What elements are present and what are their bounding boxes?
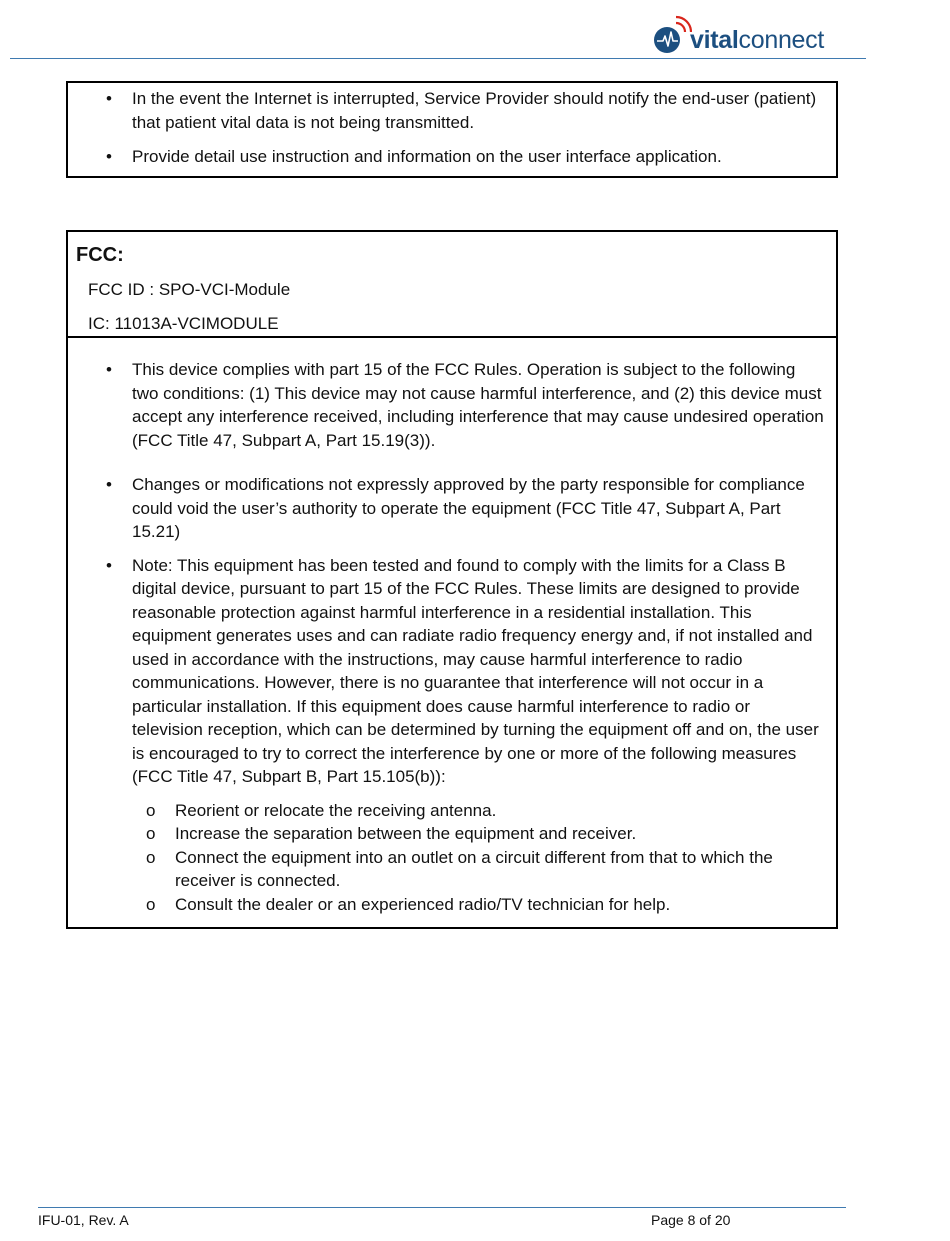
measure-text: Consult the dealer or an experienced radio/TV technician for help.	[175, 894, 671, 914]
circle-bullet-icon: o	[146, 824, 156, 843]
fcc-id: FCC ID : SPO-VCI-Module	[88, 280, 291, 299]
bullet-icon: •	[106, 89, 112, 108]
service-provider-bullets	[68, 83, 836, 169]
page-number: Page 8 of 20	[651, 1212, 731, 1228]
header-divider	[10, 58, 866, 59]
circle-bullet-icon: o	[146, 847, 156, 867]
fcc-header-box	[66, 230, 838, 338]
measure-text: Reorient or relocate the receiving antenna.	[175, 800, 497, 820]
list-item	[68, 87, 836, 134]
logo-brand-bold: vital	[690, 26, 739, 54]
bullet-icon: •	[106, 475, 112, 494]
circle-bullet-icon: o	[146, 800, 156, 820]
fcc-statements-box	[66, 336, 838, 929]
list-item	[68, 554, 836, 917]
list-item	[68, 358, 836, 452]
list-item	[68, 145, 836, 169]
bullet-text: Note: This equipment has been tested and found to comply with the limits for a Class B digital device, pursuant to part 15 of the FCC Rules. These limits are designed to provide reasonable protection against harmful interference in a residential installation. This equipment generates uses and can radiate radio frequency energy and, if not installed and used in accordance with the instructions, may cause harmful interference to radio communications. However, there is no guarantee that interference will not occur in a particular installation. If this equipment does cause harmful interference to radio or television reception, which can be determined by turning the equipment off and on, the user is encouraged to try to correct the interference by one or more of the following measures (FCC Title 47, Subpart B, Part 15.105(b)):	[132, 555, 819, 786]
measure-text: Connect the equipment into an outlet on a circuit different from that to which the receiver is connected.	[175, 847, 773, 890]
circle-bullet-icon: o	[146, 894, 156, 914]
bullet-icon: •	[106, 147, 112, 166]
bullet-icon: •	[106, 555, 112, 575]
logo-wordmark	[690, 24, 824, 56]
vitalconnect-logo	[652, 14, 852, 56]
ic-id: IC: 11013A-VCIMODULE	[88, 314, 279, 333]
service-provider-notes-box	[66, 81, 838, 178]
fcc-bullets	[68, 338, 836, 916]
heart-signal-icon	[652, 14, 692, 56]
interference-measures	[132, 799, 824, 917]
bullet-text: This device complies with part 15 of the FCC Rules. Operation is subject to the following two conditions: (1) This device may not cause harmful interference, and (2) this device must accept any interference received, including interference that may cause undesired operation (FCC Title 47, Subpart A, Part 15.19(3)).	[132, 360, 824, 450]
bullet-text: In the event the Internet is interrupted, Service Provider should notify the end-user (patient) that patient vital data is not being transmitted.	[132, 89, 817, 132]
footer-divider	[38, 1207, 846, 1208]
list-item	[132, 846, 824, 893]
bullet-text: Provide detail use instruction and information on the user interface application.	[132, 147, 722, 166]
logo-brand-regular: connect	[738, 26, 824, 54]
bullet-text: Changes or modifications not expressly approved by the party responsible for compliance could void the user’s authority to operate the equipment (FCC Title 47, Subpart A, Part 15.21)	[132, 475, 805, 541]
list-item	[132, 799, 824, 823]
list-item	[132, 822, 824, 846]
list-item	[132, 893, 824, 917]
fcc-title: FCC:	[76, 244, 124, 266]
measure-text: Increase the separation between the equipment and receiver.	[175, 824, 637, 843]
list-item	[68, 473, 836, 544]
document-id: IFU-01, Rev. A	[38, 1212, 129, 1228]
bullet-icon: •	[106, 360, 112, 379]
